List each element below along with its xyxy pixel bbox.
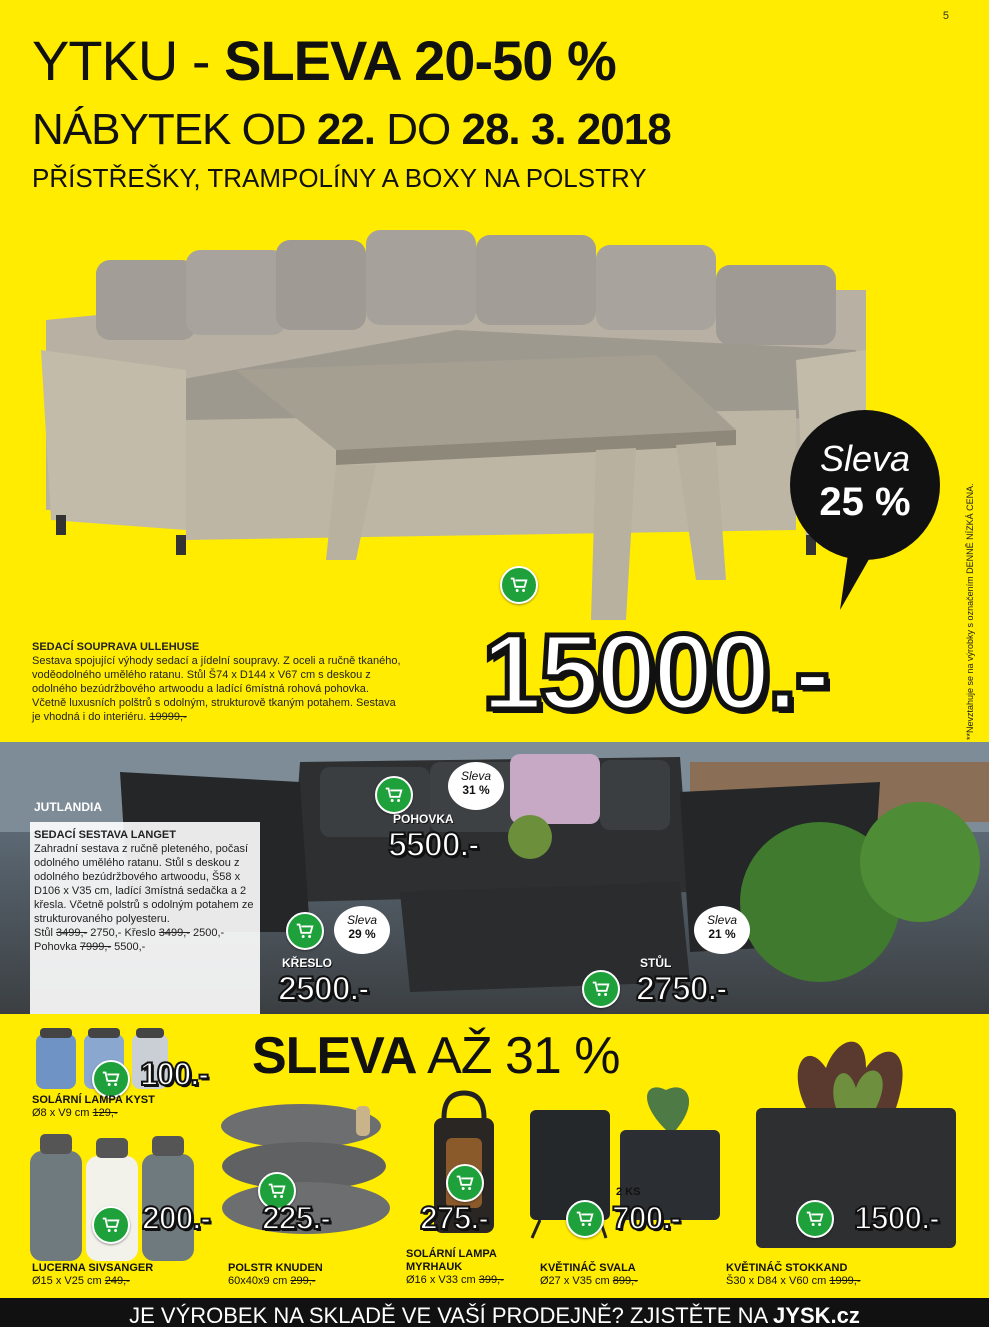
knuden-price: 225.- [262, 1200, 330, 1236]
langet-old-prices-2: Pohovka 7999,- 5500,- [34, 941, 146, 953]
svala-info: KVĚTINÁČ SVALA Ø27 x V35 cm 899,- [540, 1262, 638, 1287]
cart-icon[interactable] [92, 1060, 130, 1098]
cart-icon[interactable] [446, 1164, 484, 1202]
badge-tail [840, 540, 890, 610]
cart-icon[interactable] [92, 1206, 130, 1244]
sofa-price: 5500.- [388, 826, 479, 864]
sofa-set-ullehuse-image [36, 220, 876, 640]
langet-title: SEDACÍ SESTAVA LANGET [34, 829, 176, 841]
cart-icon[interactable] [566, 1200, 604, 1238]
kyst-price: 100.- [140, 1056, 208, 1092]
cart-icon[interactable] [286, 912, 324, 950]
myrhauk-price: 275.- [420, 1200, 488, 1236]
svala-price: 700.- [612, 1200, 680, 1236]
headline-line2: NÁBYTEK OD 22. DO 28. 3. 2018 [32, 105, 671, 154]
myrhauk-info: SOLÁRNÍ LAMPA MYRHAUK Ø16 x V33 cm 399,- [406, 1248, 504, 1286]
knuden-info: POLSTR KNUDEN 60x40x9 cm 299,- [228, 1262, 323, 1287]
table-discount-badge: Sleva 21 % [694, 906, 750, 954]
brand-jutlandia: JUTLANDIA [34, 800, 102, 814]
chair-discount-badge: Sleva 29 % [334, 906, 390, 954]
sivsanger-info: LUCERNA SIVSANGER Ø15 x V25 cm 249,- [32, 1262, 154, 1287]
disclaimer-vertical: **Nevztahuje se na výrobky s označením DENNĚ NÍZKÁ CENA. [965, 483, 975, 740]
headline-line3: PŘÍSTŘEŠKY, TRAMPOLÍNY A BOXY NA POLSTRY [32, 163, 647, 193]
cart-icon[interactable] [500, 566, 538, 604]
footer-banner: JE VÝROBEK NA SKLADĚ VE VAŠÍ PRODEJNĚ? ZJISTĚTE NA JYSK.cz [0, 1298, 989, 1327]
langet-info-panel [30, 800, 260, 1014]
ullehuse-old-price: 19999,- [149, 711, 187, 723]
discount-badge-25: Sleva 25 % [790, 410, 940, 560]
ullehuse-description: SEDACÍ SOUPRAVA ULLEHUSE Sestava spojující výhody sedací a jídelní soupravy. Z oceli a ručně tkaného, voděodolného umělého ratanu. Stůl Š74 x D144 x V67 cm s deskou z odolného bezúdržbového artwoodu a ladící 6místná rohová pohovka. Včetně luxusních polštrů s odolným, strukturově tkaným potahem. Sestava je vhodná i do interiéru. 19999,- [32, 641, 401, 723]
cart-icon[interactable] [375, 776, 413, 814]
svala-qty-note: 2 KS [616, 1186, 641, 1198]
sofa-label: POHOVKA [393, 812, 454, 826]
chair-price: 2500.- [278, 970, 369, 1008]
sale-banner: SLEVA AŽ 31 % [252, 1027, 620, 1085]
cart-icon[interactable] [582, 970, 620, 1008]
sivsanger-price: 200.- [142, 1200, 210, 1236]
ullehuse-title: SEDACÍ SOUPRAVA ULLEHUSE [32, 641, 200, 653]
page-number: 5 [942, 10, 949, 22]
stokkand-info: KVĚTINÁČ STOKKAND Š30 x D84 x V60 cm 1999,- [726, 1262, 861, 1287]
table-label: STŮL [640, 956, 672, 970]
table-price: 2750.- [636, 970, 727, 1008]
sofa-discount-badge: Sleva 31 % [448, 762, 504, 810]
langet-description: Zahradní sestava z ručně pleteného, počasí odolného umělého ratanu. Stůl s deskou z odolného bezúdržbového artwoodu, Š58 x D106 x V35 cm, ladící 3místná sedačka a 2 křesla. Včetně polstrů s odolným potahem ze strukturovaného polyesteru. [34, 843, 254, 925]
jysk-link[interactable]: JYSK.cz [773, 1303, 860, 1327]
langet-old-prices-1: Stůl 3499,- 2750,- Křeslo 3499,- 2500,- [34, 927, 225, 939]
kyst-info: SOLÁRNÍ LAMPA KYST Ø8 x V9 cm 129,- [32, 1094, 155, 1119]
headline-line1: YTKU - SLEVA 20-50 % [32, 29, 616, 92]
stokkand-price: 1500.- [854, 1200, 939, 1236]
chair-label: KŘESLO [282, 956, 333, 970]
ullehuse-price: 15000.- [482, 611, 828, 732]
lantern-sivsanger-image [24, 1126, 204, 1266]
cart-icon[interactable] [796, 1200, 834, 1238]
